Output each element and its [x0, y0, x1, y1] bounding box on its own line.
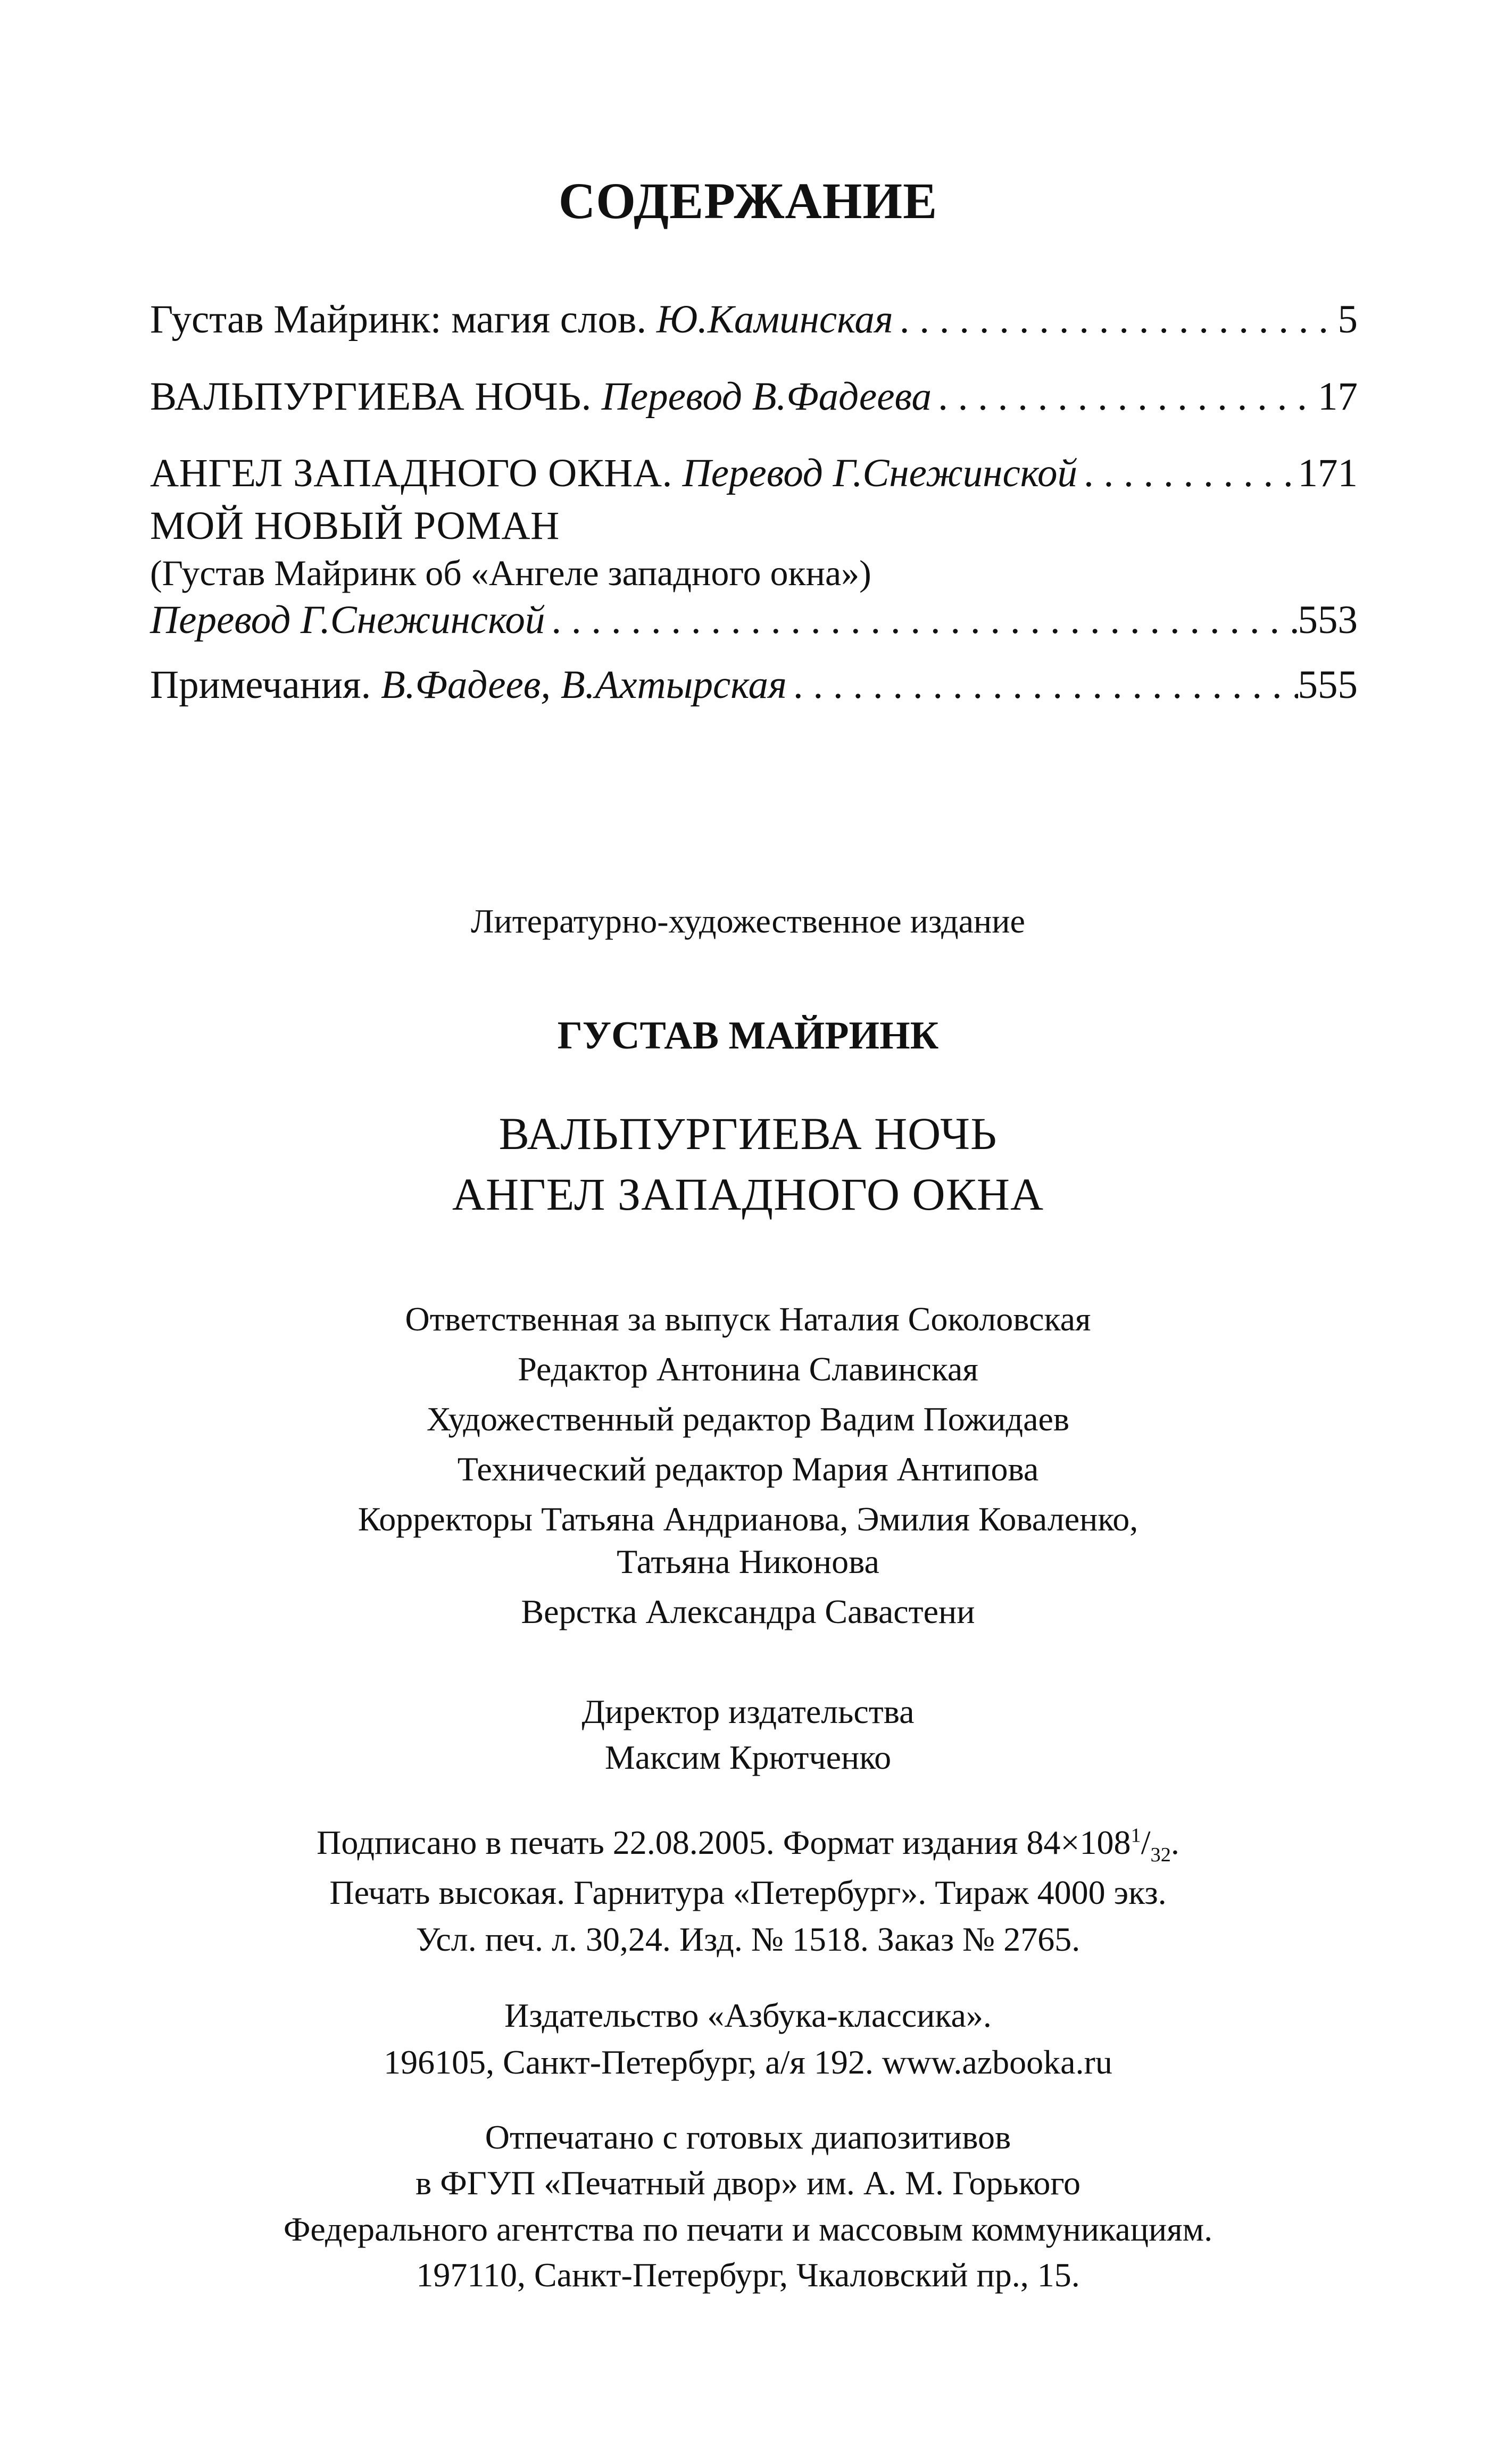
- toc-entry-title: Примечания.: [150, 663, 371, 707]
- toc-entry-title: Густав Майринк: магия слов.: [150, 297, 647, 342]
- book-title: ВАЛЬПУРГИЕВА НОЧЬ: [498, 1108, 998, 1159]
- toc-entry: [150, 598, 1358, 643]
- credit-line: Технический редактор Мария Антипова: [457, 1450, 1039, 1488]
- publishing-director: [0, 1689, 1496, 1781]
- toc-entry: [150, 298, 1358, 342]
- toc-leader-dots: [545, 598, 1298, 643]
- toc-leader-dots: [787, 663, 1298, 707]
- publisher-info: [0, 1992, 1496, 2086]
- toc-entry-title: МОЙ НОВЫЙ РОМАН: [150, 503, 560, 548]
- printer-line: Федерального агентства по печати и массовым коммуникациям.: [283, 2210, 1213, 2248]
- book-author: ГУСТАВ МАЙРИНК: [557, 1014, 939, 1058]
- toc-entry-page: 553: [1298, 597, 1358, 642]
- printer-line: Отпечатано с готовых диапозитивов: [485, 2118, 1011, 2156]
- toc-entry-page: 555: [1298, 663, 1358, 707]
- print-info-line: Печать высокая. Гарнитура «Петербург». Тираж 4000 экз.: [329, 1873, 1167, 1911]
- table-of-contents: [150, 298, 1358, 707]
- toc-entry-page: 171: [1298, 451, 1358, 495]
- director-line: Максим Крютченко: [604, 1738, 892, 1777]
- print-info-text: Подписано в печать 22.08.2005. Формат издания 84×108: [317, 1824, 1131, 1861]
- toc-entry-author: Перевод В.Фадеева: [601, 374, 932, 419]
- credit-line: Татьяна Никонова: [617, 1543, 879, 1581]
- credit-line: Корректоры Татьяна Андрианова, Эмилия Коваленко,: [358, 1500, 1138, 1538]
- toc-entry-page: 17: [1318, 374, 1358, 419]
- credit-line: Художественный редактор Вадим Пожидаев: [426, 1400, 1070, 1438]
- book-titles: [0, 1104, 1496, 1225]
- credit-line: Верстка Александра Савастени: [521, 1593, 975, 1631]
- print-info-text: .: [1170, 1824, 1179, 1861]
- toc-entry: [150, 375, 1358, 419]
- toc-entry-page: 5: [1337, 297, 1358, 342]
- toc-entry-author: Перевод Г.Снежинской: [682, 451, 1078, 495]
- credit-line: Ответственная за выпуск Наталия Соколовская: [405, 1300, 1091, 1338]
- print-info: [0, 1819, 1496, 1963]
- director-line: Директор издательства: [581, 1693, 915, 1730]
- publisher-line: 196105, Санкт-Петербург, а/я 192. www.azbooka.ru: [384, 2043, 1112, 2082]
- toc-entry-author: В.Фадеев, В.Ахтырская: [380, 663, 787, 707]
- toc-entry-title: ВАЛЬПУРГИЕВА НОЧЬ.: [150, 374, 592, 419]
- toc-leader-dots: [893, 298, 1338, 342]
- credit-line: Редактор Антонина Славинская: [518, 1350, 978, 1388]
- credits: [0, 1294, 1496, 1637]
- toc-entry-title: АНГЕЛ ЗАПАДНОГО ОКНА.: [150, 451, 672, 495]
- publisher-line: Издательство «Азбука-классика».: [504, 1996, 992, 2034]
- format-sup: 1: [1131, 1824, 1141, 1847]
- toc-entry-subtitle: (Густав Майринк об «Ангеле западного окна»): [150, 553, 871, 593]
- toc-entry-author: Ю.Каминская: [656, 297, 893, 342]
- format-sub: 32: [1150, 1843, 1171, 1866]
- printer-line: 197110, Санкт-Петербург, Чкаловский пр., 15.: [416, 2256, 1080, 2294]
- format-slash: /: [1141, 1824, 1151, 1861]
- toc-entry: [150, 663, 1358, 707]
- toc-heading: СОДЕРЖАНИЕ: [558, 172, 938, 229]
- book-title: АНГЕЛ ЗАПАДНОГО ОКНА: [452, 1168, 1044, 1220]
- print-info-line: [0, 1819, 1496, 1869]
- toc-leader-dots: [1077, 452, 1298, 496]
- edition-type: Литературно-художественное издание: [471, 902, 1025, 940]
- toc-leader-dots: [932, 375, 1318, 419]
- toc-entry-author: Перевод Г.Снежинской: [150, 597, 545, 642]
- toc-entry: [150, 452, 1358, 496]
- printer-info: [0, 2115, 1496, 2299]
- print-info-line: Усл. печ. л. 30,24. Изд. № 1518. Заказ № 2765.: [415, 1920, 1081, 1959]
- printer-line: в ФГУП «Печатный двор» им. А. М. Горького: [415, 2164, 1081, 2202]
